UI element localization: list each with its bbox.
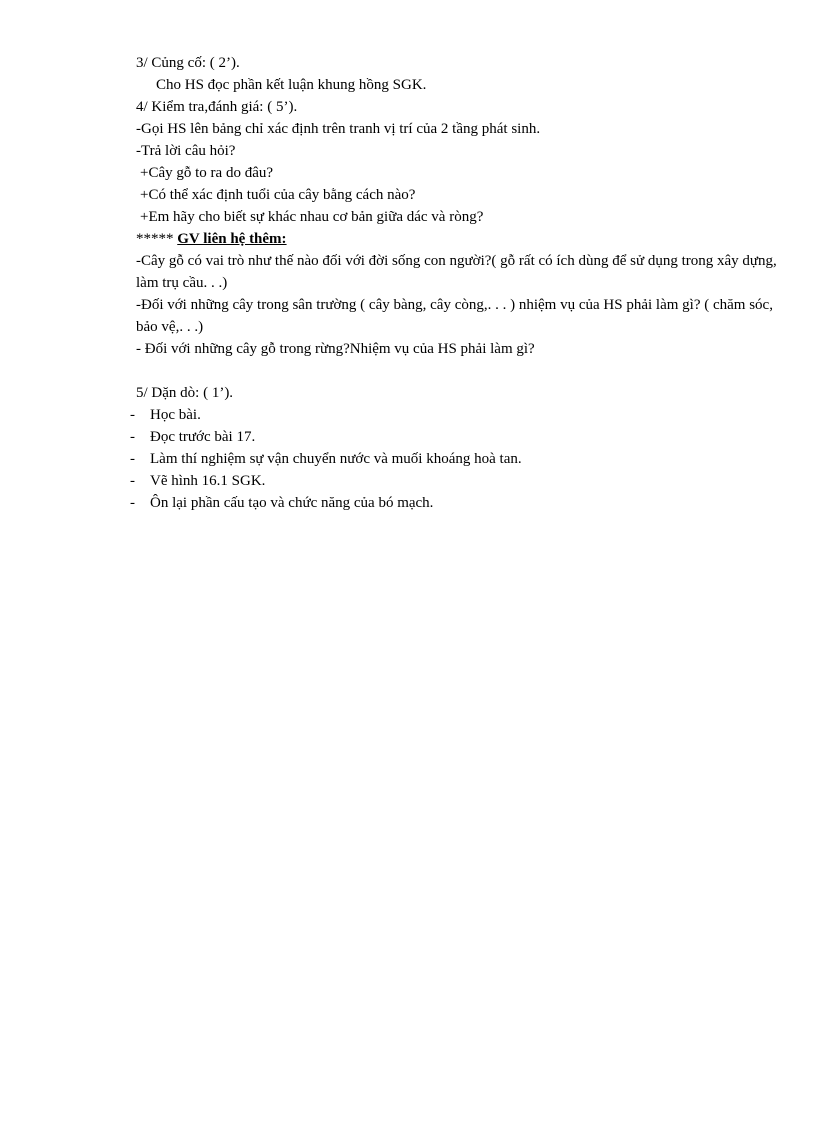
bullet-dash: - [130, 495, 135, 511]
extension-heading-line [136, 228, 786, 250]
homework-heading: 5/ Dặn dò: ( 1’). [136, 385, 234, 401]
list-item [130, 426, 786, 448]
list-item [130, 470, 786, 492]
question-item: +Em hãy cho biết sự khác nhau cơ bản giữa dác và ròng? [140, 209, 484, 225]
extension-heading: GV liên hệ thêm: [177, 231, 287, 247]
assessment-answer-prompt: -Trả lời câu hỏi? [136, 143, 236, 159]
bullet-dash: - [130, 473, 135, 489]
homework-item-text: Đọc trước bài 17. [150, 429, 256, 445]
bullet-dash: - [130, 451, 135, 467]
question-item: +Cây gỗ to ra do đâu? [140, 165, 274, 181]
question-item: +Có thể xác định tuổi của cây bằng cách nào? [140, 187, 416, 203]
bullet-dash: - [130, 429, 135, 445]
list-item [130, 448, 786, 470]
lesson-content [130, 52, 786, 514]
extension-item: -Cây gỗ có vai trò như thế nào đối với đời sống con người?( gỗ rất có ích dùng để sử dụng trong xây dựng, làm trụ cầu. . .) [136, 253, 777, 291]
bullet-dash: - [130, 407, 135, 423]
list-item [130, 404, 786, 426]
assessment-instruction: -Gọi HS lên bảng chỉ xác định trên tranh vị trí của 2 tầng phát sinh. [136, 121, 541, 137]
extension-item: - Đối với những cây gỗ trong rừng?Nhiệm vụ của HS phải làm gì? [136, 341, 535, 357]
assessment-heading: 4/ Kiểm tra,đánh giá: ( 5’). [136, 99, 298, 115]
homework-item-text: Ôn lại phần cấu tạo và chức năng của bó mạch. [150, 495, 434, 511]
homework-item-text: Vẽ hình 16.1 SGK. [150, 473, 266, 489]
homework-list [130, 404, 786, 514]
homework-item-text: Làm thí nghiệm sự vận chuyển nước và muối khoáng hoà tan. [150, 451, 522, 467]
homework-item-text: Học bài. [150, 407, 201, 423]
list-item [130, 492, 786, 514]
review-text: Cho HS đọc phần kết luận khung hồng SGK. [156, 77, 427, 93]
spacer [136, 360, 786, 382]
extension-item: -Đối với những cây trong sân trường ( cây bàng, cây còng,. . . ) nhiệm vụ của HS phải làm gì? ( chăm sóc, bảo vệ,. . .) [136, 297, 773, 335]
review-heading: 3/ Củng cố: ( 2’). [136, 55, 240, 71]
extension-prefix: ***** [136, 231, 178, 247]
